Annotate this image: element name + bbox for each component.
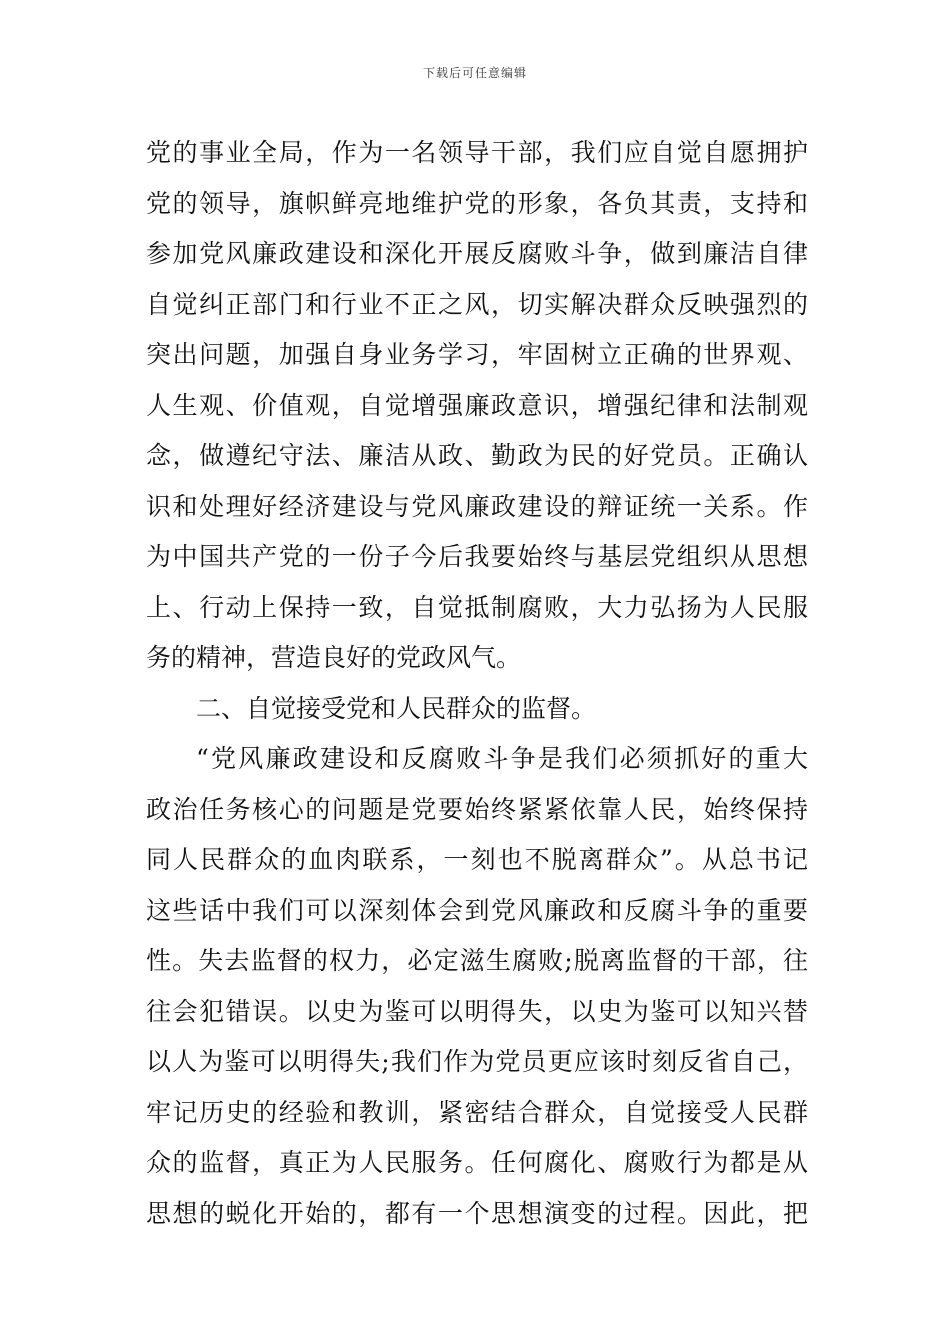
text-line: 同人民群众的血肉联系，一刻也不脱离群众”。从总书记: [146, 845, 808, 874]
page-header: 下载后可任意编辑: [422, 66, 527, 80]
text-line: 这些话中我们可以深刻体会到党风廉政和反腐斗争的重要: [146, 895, 808, 925]
text-line: 人生观、价值观，自觉增强廉政意识，增强纪律和法制观: [146, 390, 808, 420]
text-line: 识和处理好经济建设与党风廉政建设的辩证统一关系。作: [146, 491, 808, 521]
text-line: 自觉纠正部门和行业不正之风，切实解决群众反映强烈的: [146, 289, 808, 319]
text-line: 突出问题，加强自身业务学习，牢固树立正确的世界观、: [146, 340, 808, 369]
text-line: 政治任务核心的问题是党要始终紧紧依靠人民，始终保持: [146, 794, 808, 824]
text-line: 务的精神，营造良好的党政风气。: [146, 643, 522, 672]
text-line: 以人为鉴可以明得失;我们作为党员更应该时刻反省自己，: [146, 1047, 808, 1076]
text-line: 牢记历史的经验和教训，紧密结合群众，自觉接受人民群: [146, 1097, 808, 1127]
section-heading: 二、自觉接受党和人民群众的监督。: [196, 693, 597, 723]
document-body: [146, 128, 808, 1239]
text-line: 往会犯错误。以史为鉴可以明得失，以史为鉴可以知兴替: [146, 996, 808, 1026]
text-line: 党的事业全局，作为一名领导干部，我们应自觉自愿拥护: [146, 138, 808, 167]
text-line: 念，做遵纪守法、廉洁从政、勤政为民的好党员。正确认: [146, 441, 808, 470]
text-line: “党风廉政建设和反腐败斗争是我们必须抓好的重大: [196, 744, 808, 773]
text-line: 众的监督，真正为人民服务。任何腐化、腐败行为都是从: [146, 1148, 808, 1177]
text-line: 参加党风廉政建设和深化开展反腐败斗争，做到廉洁自律: [146, 239, 808, 268]
text-line: 上、行动上保持一致，自觉抵制腐败，大力弘扬为人民服: [146, 592, 808, 622]
text-line: 性。失去监督的权力，必定滋生腐败;脱离监督的干部，往: [146, 946, 808, 975]
text-line: 思想的蜕化开始的，都有一个思想演变的过程。因此，把: [146, 1198, 808, 1228]
text-line: 为中国共产党的一份子今后我要始终与基层党组织从思想: [146, 542, 808, 571]
text-line: 党的领导，旗帜鲜亮地维护党的形象，各负其责，支持和: [146, 188, 808, 218]
